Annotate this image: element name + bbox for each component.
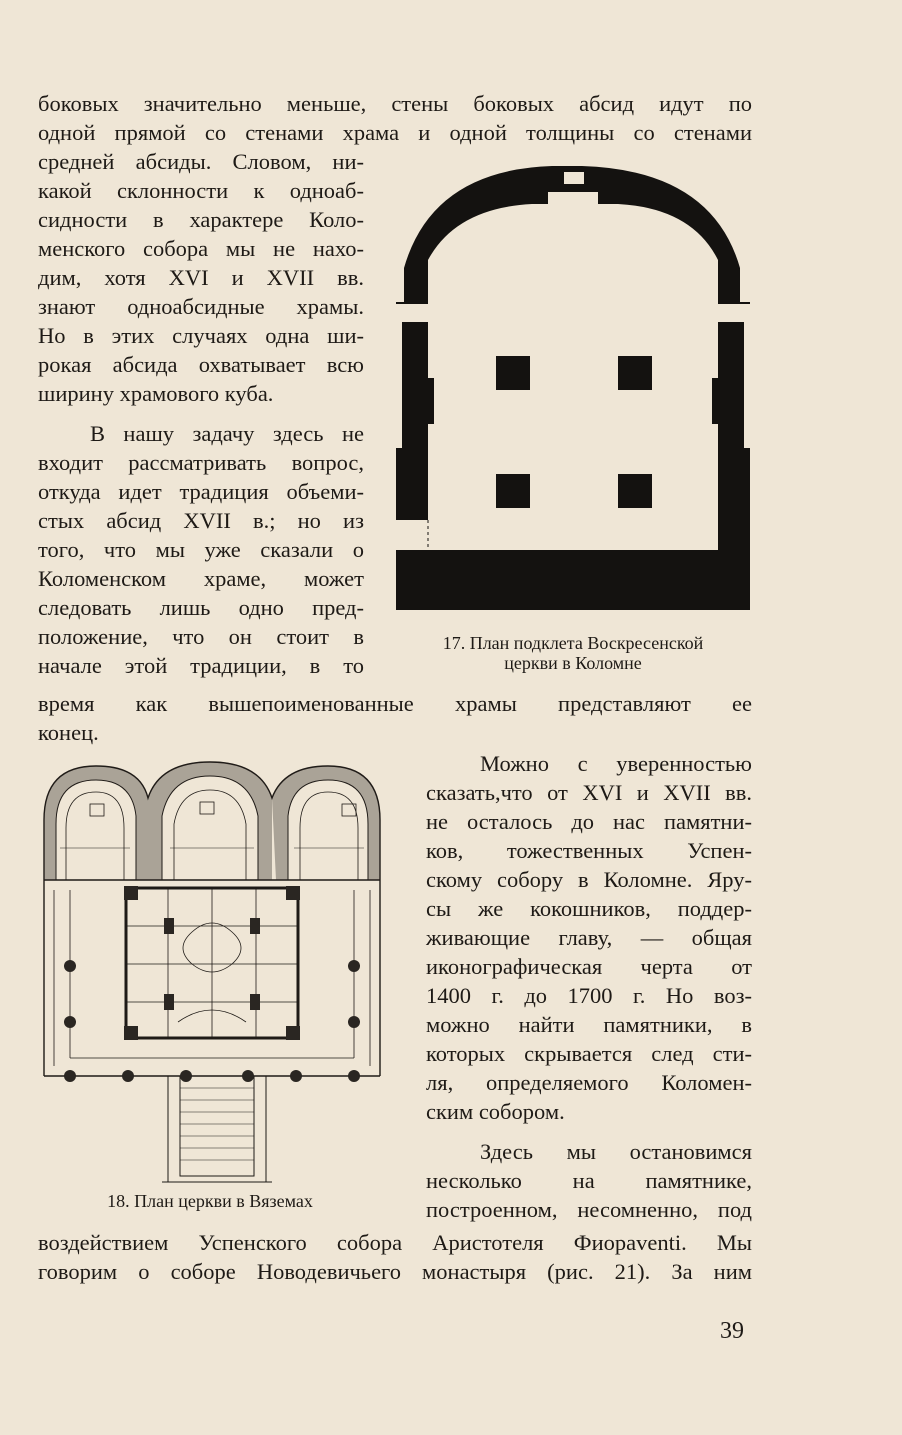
text-line: живающие главу, — общая — [426, 925, 752, 950]
text-line: какой склонности к одноаб- — [38, 178, 364, 203]
fig17-pier — [618, 474, 652, 508]
text-line: конец. — [38, 720, 99, 745]
text-line: сказать,что от XVI и XVII вв. — [426, 780, 752, 805]
text-line: воздействием Успенского собора Аристотеля Фиораventi. Мы — [38, 1230, 752, 1255]
text-line: положение, что он стоит в — [38, 624, 364, 649]
fig17-pier — [496, 474, 530, 508]
text-line: рокая абсида охватывает всю — [38, 352, 364, 377]
text-line: ля, определяемого Коломен- — [426, 1070, 752, 1095]
text-line: время как вышепоименованные храмы представляют ее — [38, 691, 752, 716]
fig17-walls — [396, 166, 750, 610]
text-line: начале этой традиции, в то — [38, 653, 364, 678]
text-line: боковых значительно меньше, стены боковых абсид идут по — [38, 91, 752, 116]
fig17-pier — [496, 356, 530, 390]
figure-17-caption-line: 17. План подклета Воскресенской — [442, 633, 704, 653]
text-line: построенном, несомненно, под — [426, 1197, 752, 1222]
text-line: того, что мы уже сказали о — [38, 537, 364, 562]
fig17-pier — [618, 356, 652, 390]
text-line: 1400 г. до 1700 г. Но воз- — [426, 983, 752, 1008]
figure-17-caption-line: церкви в Коломне — [504, 653, 642, 673]
text-line: которых скрывается след сти- — [426, 1041, 752, 1066]
text-line: стых абсид XVII в.; но из — [38, 508, 364, 533]
text-line: ским собором. — [426, 1099, 565, 1124]
fig17-window — [392, 304, 428, 322]
text-line: В нашу задачу здесь не — [90, 421, 364, 446]
fig17-apse-window — [564, 172, 584, 184]
figure-17-plan — [392, 164, 754, 614]
text-line: сы же кокошников, поддер- — [426, 896, 752, 921]
text-line: средней абсиды. Словом, ни- — [38, 149, 364, 174]
text-line: ков, тожественных Успен- — [426, 838, 752, 863]
text-line: иконографическая черта от — [426, 954, 752, 979]
fig17-window — [718, 304, 754, 322]
text-line: скому собору в Коломне. Яру- — [426, 867, 752, 892]
text-line: Коломенском храме, может — [38, 566, 364, 591]
text-line: откуда идет традиция объеми- — [38, 479, 364, 504]
text-line: дим, хотя XVI и XVII вв. — [38, 265, 364, 290]
text-line: не осталось до нас памятни- — [426, 809, 752, 834]
text-line: Здесь мы остановимся — [480, 1139, 752, 1164]
text-line: менского собора мы не нахо- — [38, 236, 364, 261]
text-line: знают одноабсидные храмы. — [38, 294, 364, 319]
text-line: Но в этих случаях одна ши- — [38, 323, 364, 348]
figure-18-plan — [40, 758, 386, 1188]
text-line: одной прямой со стенами храма и одной толщины со стенами — [38, 120, 752, 145]
text-line: сидности в характере Коло- — [38, 207, 364, 232]
text-line: входит рассматривать вопрос, — [38, 450, 364, 475]
text-line: Можно с уверенностью — [480, 751, 752, 776]
text-line: несколько на памятнике, — [426, 1168, 752, 1193]
fig17-door — [392, 520, 428, 550]
text-line: ширину храмового куба. — [38, 381, 274, 406]
text-line: говорим о соборе Новодевичьего монастыря (рис. 21). За ним — [38, 1259, 752, 1284]
text-line: можно найти памятники, в — [426, 1012, 752, 1037]
figure-18-caption: 18. План церкви в Вяземах — [107, 1191, 313, 1211]
text-line: следовать лишь одно пред- — [38, 595, 364, 620]
page-number: 39 — [720, 1318, 744, 1344]
